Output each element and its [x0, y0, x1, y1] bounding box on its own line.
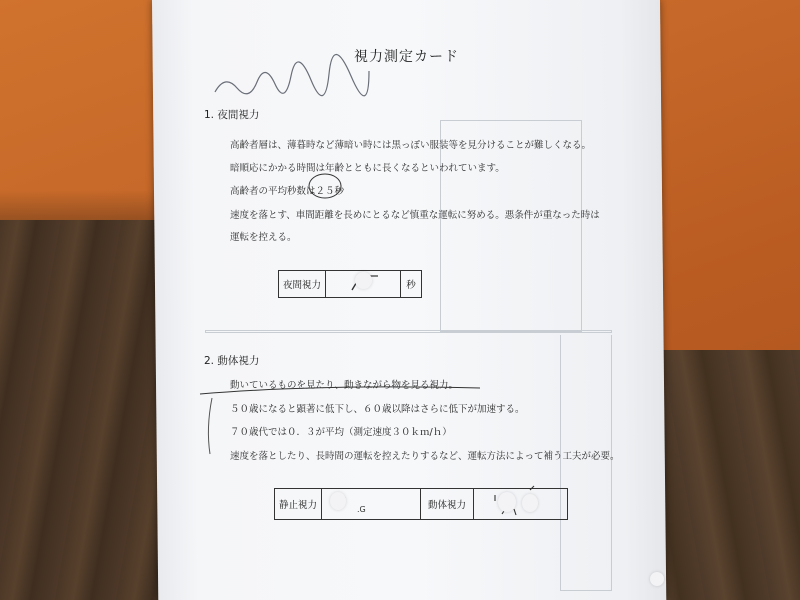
- document-title: 視力測定カード: [354, 49, 459, 65]
- section1-line: 高齢者の平均秒数は２５秒: [230, 186, 345, 197]
- section2-line: ７０歳代では０．３が平均（測定速度３０ｋｍ/ｈ）: [230, 427, 452, 438]
- pen-mark-text: .G: [357, 505, 366, 514]
- pen-underline: [200, 387, 480, 394]
- pen-bracket: [208, 398, 212, 454]
- redaction-icon: [355, 272, 372, 289]
- section1-line: 運転を控える。: [230, 232, 297, 243]
- night-vision-unit: 秒: [400, 271, 421, 297]
- section2-line: ５０歳になると顕著に低下し、６０歳以降はさらに低下が加速する。: [230, 404, 525, 415]
- night-vision-label: 夜間視力: [279, 271, 326, 297]
- dynamic-vision-label: 動体視力: [421, 489, 474, 519]
- section2-line: 速度を落としたり、長時間の運転を控えたりするなど、運転方法によって補う工夫が必要。: [230, 451, 620, 462]
- section1-line: 速度を落とす、車間距離を長めにとるなど慎重な運転に努める。悪条件が重なった時は: [230, 210, 600, 221]
- section1-line: 高齢者層は、薄暮時など薄暗い時には黒っぽい服装等を見分けることが難しくなる。: [230, 140, 592, 151]
- redaction-icon: [330, 492, 346, 510]
- redaction-icon: [498, 492, 516, 512]
- section2-line: 動いているものを見たり、動きながら物を見る視力。: [230, 380, 459, 391]
- handwriting-scribble: [215, 54, 369, 95]
- static-vision-label: 静止視力: [275, 489, 322, 519]
- redaction-icon: [650, 572, 664, 586]
- redaction-icon: [522, 494, 538, 512]
- section1-line: 暗順応にかかる時間は年齢とともに長くなるといわれています。: [230, 163, 505, 174]
- section-heading-dynamic: 2. 動体視力: [204, 355, 260, 367]
- section-heading-night: 1. 夜間視力: [204, 109, 260, 121]
- circle-mark-icon: [309, 174, 341, 198]
